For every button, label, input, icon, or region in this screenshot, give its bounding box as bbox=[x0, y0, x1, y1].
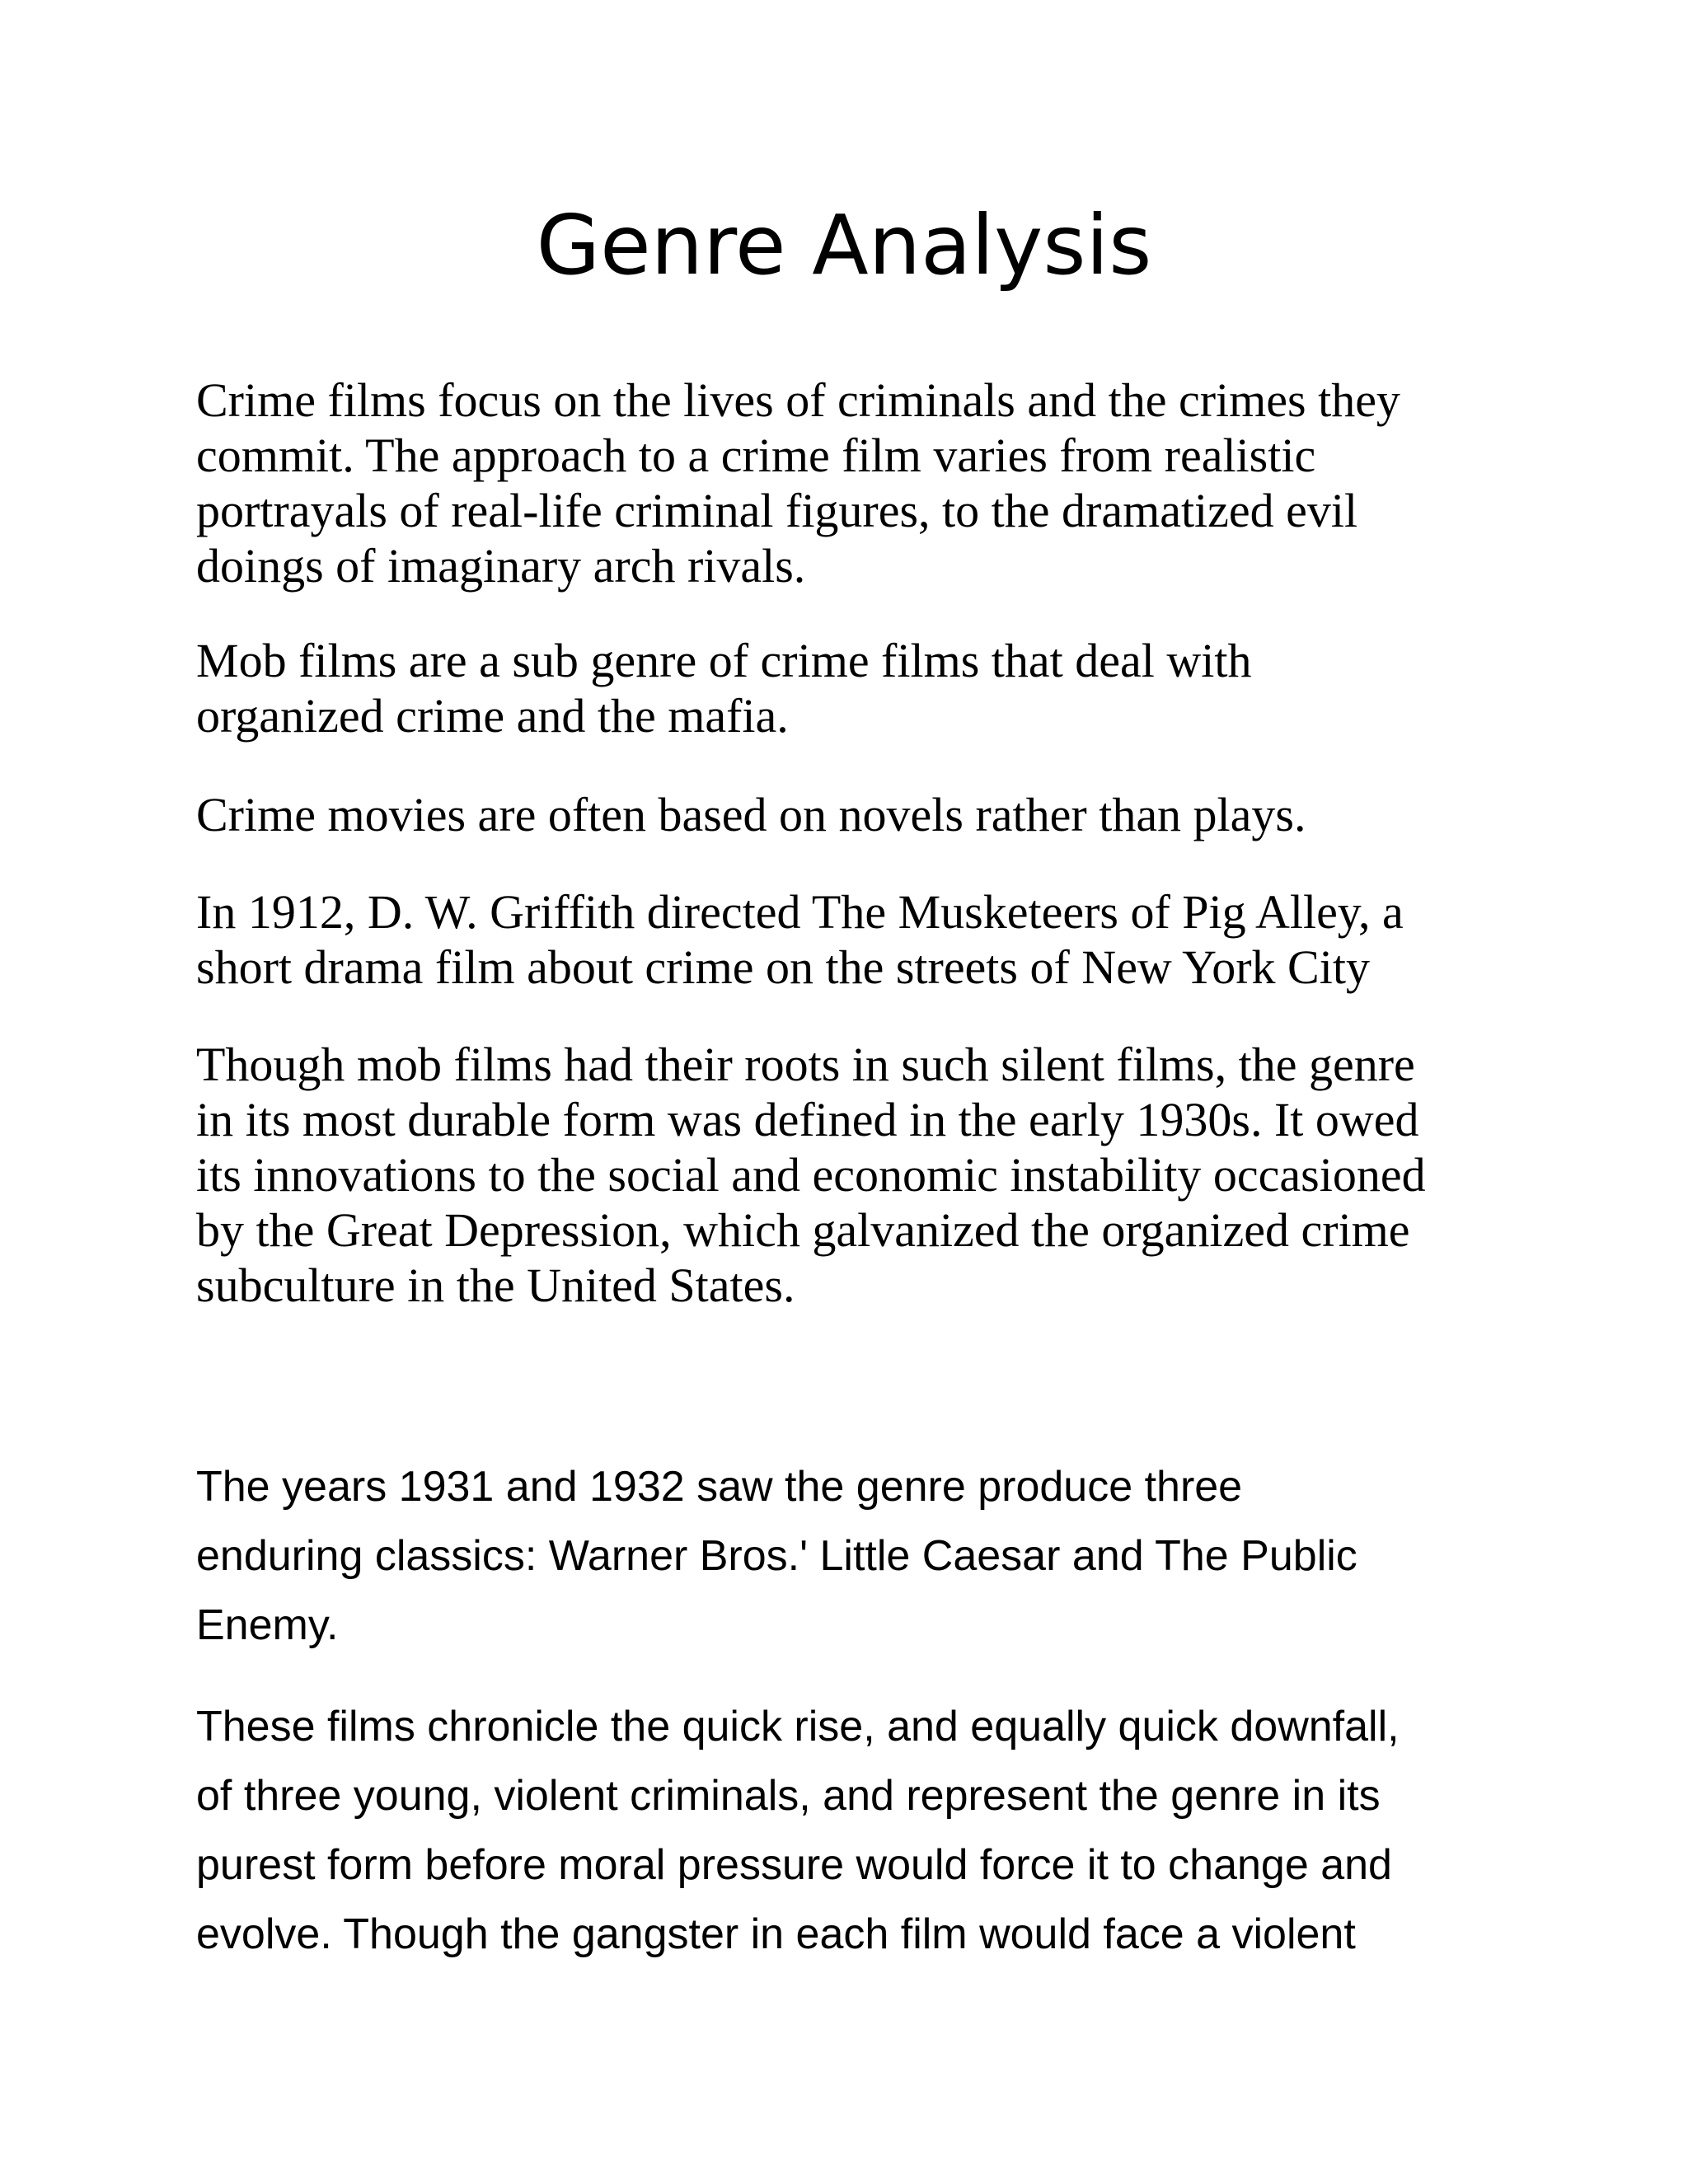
paragraph-line: In 1912, D. W. Griffith directed The Musketeers of Pig Alley, a bbox=[196, 885, 1404, 939]
paragraph-chronicle bbox=[196, 1692, 1515, 1969]
paragraph-mob-films bbox=[196, 633, 1515, 743]
paragraph-line: of three young, violent criminals, and represent the genre in its bbox=[196, 1772, 1381, 1820]
paragraph-line: evolve. Though the gangster in each film would face a violent bbox=[196, 1910, 1356, 1958]
paragraph-roots bbox=[196, 1037, 1515, 1313]
paragraph-line: purest form before moral pressure would force it to change and bbox=[196, 1841, 1392, 1889]
paragraph-line: The years 1931 and 1932 saw the genre produce three bbox=[196, 1463, 1243, 1511]
paragraph-line: short drama film about crime on the streets of New York City bbox=[196, 940, 1370, 994]
paragraph-line: subculture in the United States. bbox=[196, 1258, 795, 1312]
paragraph-line: in its most durable form was defined in the early 1930s. It owed bbox=[196, 1093, 1419, 1146]
paragraph-line: doings of imaginary arch rivals. bbox=[196, 539, 806, 593]
paragraph-line: Crime films focus on the lives of criminals and the crimes they bbox=[196, 373, 1400, 427]
paragraph-line: Crime movies are often based on novels rather than plays. bbox=[196, 788, 1306, 841]
paragraph-line: organized crime and the mafia. bbox=[196, 689, 789, 743]
paragraph-line: Though mob films had their roots in such silent films, the genre bbox=[196, 1038, 1415, 1091]
paragraph-line: Mob films are a sub genre of crime films that deal with bbox=[196, 634, 1252, 687]
document-title: Genre Analysis bbox=[536, 197, 1152, 293]
paragraph-line: portrayals of real-life criminal figures, to the dramatized evil bbox=[196, 484, 1358, 537]
paragraph-line: enduring classics: Warner Bros.' Little Caesar and The Public bbox=[196, 1532, 1357, 1580]
paragraph-crime-films bbox=[196, 373, 1515, 593]
paragraph-line: commit. The approach to a crime film varies from realistic bbox=[196, 429, 1316, 482]
paragraph-line: These films chronicle the quick rise, and equally quick downfall, bbox=[196, 1703, 1400, 1750]
paragraph-griffith bbox=[196, 884, 1515, 995]
paragraph-novels bbox=[196, 787, 1515, 842]
paragraph-line: Enemy. bbox=[196, 1601, 339, 1649]
paragraph-line: by the Great Depression, which galvanized the organized crime bbox=[196, 1203, 1410, 1257]
paragraph-line: its innovations to the social and economic instability occasioned bbox=[196, 1148, 1426, 1202]
paragraph-1931-1932 bbox=[196, 1452, 1515, 1660]
